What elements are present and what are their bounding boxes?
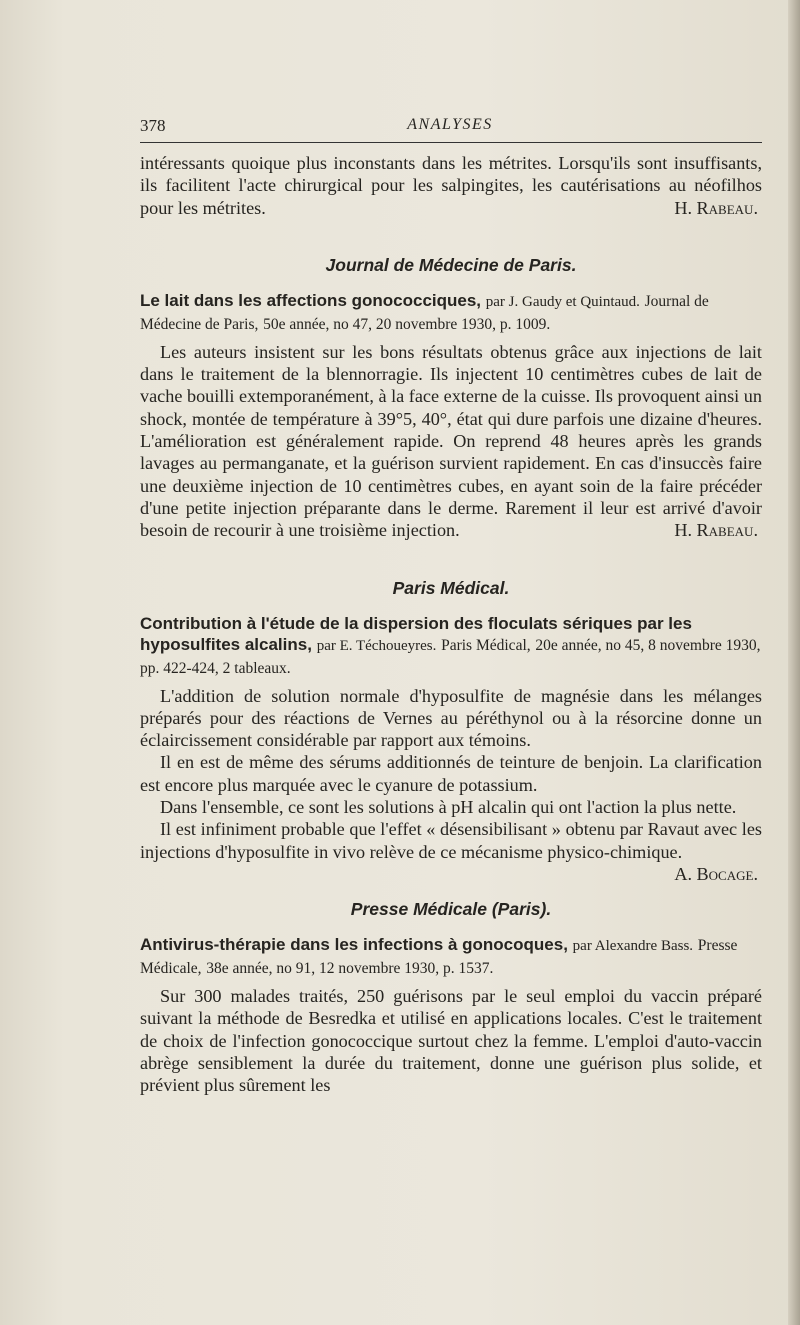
abstract-paragraph: Les auteurs insistent sur les bons résultats obtenus grâce aux injections de lait dans le traitement de la blennorragie. Ils injectent 10 centimètres cubes de lait de vache bouilli extemporanément, à la face externe de la cuisse. Ils provoquent ainsi un shock, montée de température à 39°5, 40°, état qui dure parfois une dizaine d'heures. L'amélioration est généralement rapide. On reprend 48 heures après les grands lavages au permanganate, et la guérison survient rapidement. En cas d'insuccès faire une deuxième injection de 10 centimètres cubes, en ayant soin de la faire précéder d'une petite injection préparante dans le derme. Rarement il leur est arrivé d'avoir besoin de recourir à une troisième injection. H. Rabeau.: [140, 341, 762, 541]
abstract-paragraph: Sur 300 malades traités, 250 guérisons par le seul emploi du vaccin préparé suivant la méthode de Besredka et utilisé en applications locales. C'est le traitement de choix de l'infection gonococcique surtout chez la femme. L'emploi d'auto-vaccin abrège sensiblement la durée du traitement, donne une guérison plus solide, et prévient plus sûrement les: [140, 985, 762, 1096]
abstract-paragraph: Dans l'ensemble, ce sont les solutions à pH alcalin qui ont l'action la plus nette.: [160, 797, 737, 818]
reference-journal: Paris Médical,: [441, 636, 531, 654]
journal-section: [140, 577, 762, 884]
running-header: [140, 116, 760, 140]
journal-heading: Presse Médicale (Paris).: [350, 898, 552, 919]
reference-details: 20e année, no 45, 8 novembre 1930, pp. 422-424, 2 tableaux.: [140, 636, 761, 677]
signature: A. Bocage.: [674, 863, 758, 884]
page-number: 378: [140, 116, 166, 135]
article-authors: par E. Téchoueyres.: [316, 637, 437, 654]
article-title: Antivirus-thérapie dans les infections à gonocoques, par Alexandre Bass. Presse Médicale, 38e année, no 91, 12 novembre 1930, p. 1537.: [140, 934, 738, 977]
page-body: [140, 152, 762, 1096]
reference-journal: Journal de Médecine de Paris,: [140, 292, 709, 333]
running-title: ANALYSES: [407, 116, 493, 133]
journal-section: [140, 255, 762, 542]
reference-details: 50e année, no 47, 20 novembre 1930, p. 1009.: [263, 315, 551, 333]
article-title: Le lait dans les affections gonococciques, par J. Gaudy et Quintaud. Journal de Médecine de Paris, 50e année, no 47, 20 novembre 1930, p. 1009.: [140, 290, 709, 333]
abstract-paragraph: L'addition de solution normale d'hyposulfite de magnésie dans les mélanges préparés pour des réactions de Vernes au péréthynol ou à la résorcine donne un éclaircissement considérable par rapport aux témoins.: [140, 685, 762, 751]
reference-journal: Presse Médicale,: [140, 936, 738, 977]
reference-details: 38e année, no 91, 12 novembre 1930, p. 1537.: [206, 959, 494, 977]
article-authors: par Alexandre Bass.: [572, 937, 694, 954]
signature: H. Rabeau.: [674, 197, 758, 218]
abstract-paragraph: Il est infiniment probable que l'effet « désensibilisant » obtenu par Ravaut avec les injections d'hyposulfite in vivo relève de ce mécanisme physico-chimique. A. Bocage.: [140, 819, 762, 884]
journal-section: [140, 899, 762, 1096]
article-authors: par J. Gaudy et Quintaud.: [485, 293, 640, 310]
continued-paragraph: intéressants quoique plus inconstants dans les métrites. Lorsqu'ils sont insuffisants, ils facilitent l'acte chirurgical pour les salpingites, les cautérisations au néofilhos pour les métrites. H. Rabeau.: [140, 153, 762, 218]
article-title: Contribution à l'étude de la dispersion des floculats sériques par les hyposulfites alcalins, par E. Téchoueyres. Paris Médical, 20e année, no 45, 8 novembre 1930, pp. 422-424, 2 tableaux.: [140, 613, 761, 677]
journal-heading: Paris Médical.: [392, 577, 510, 598]
journal-heading: Journal de Médecine de Paris.: [325, 254, 577, 275]
abstract-paragraph: Il en est de même des sérums additionnés de teinture de benjoin. La clarification est encore plus marquée avec le cyanure de potassium.: [140, 752, 762, 795]
page-edge-shadow: [788, 0, 800, 1325]
signature: H. Rabeau.: [674, 520, 758, 541]
header-rule: [140, 142, 762, 143]
